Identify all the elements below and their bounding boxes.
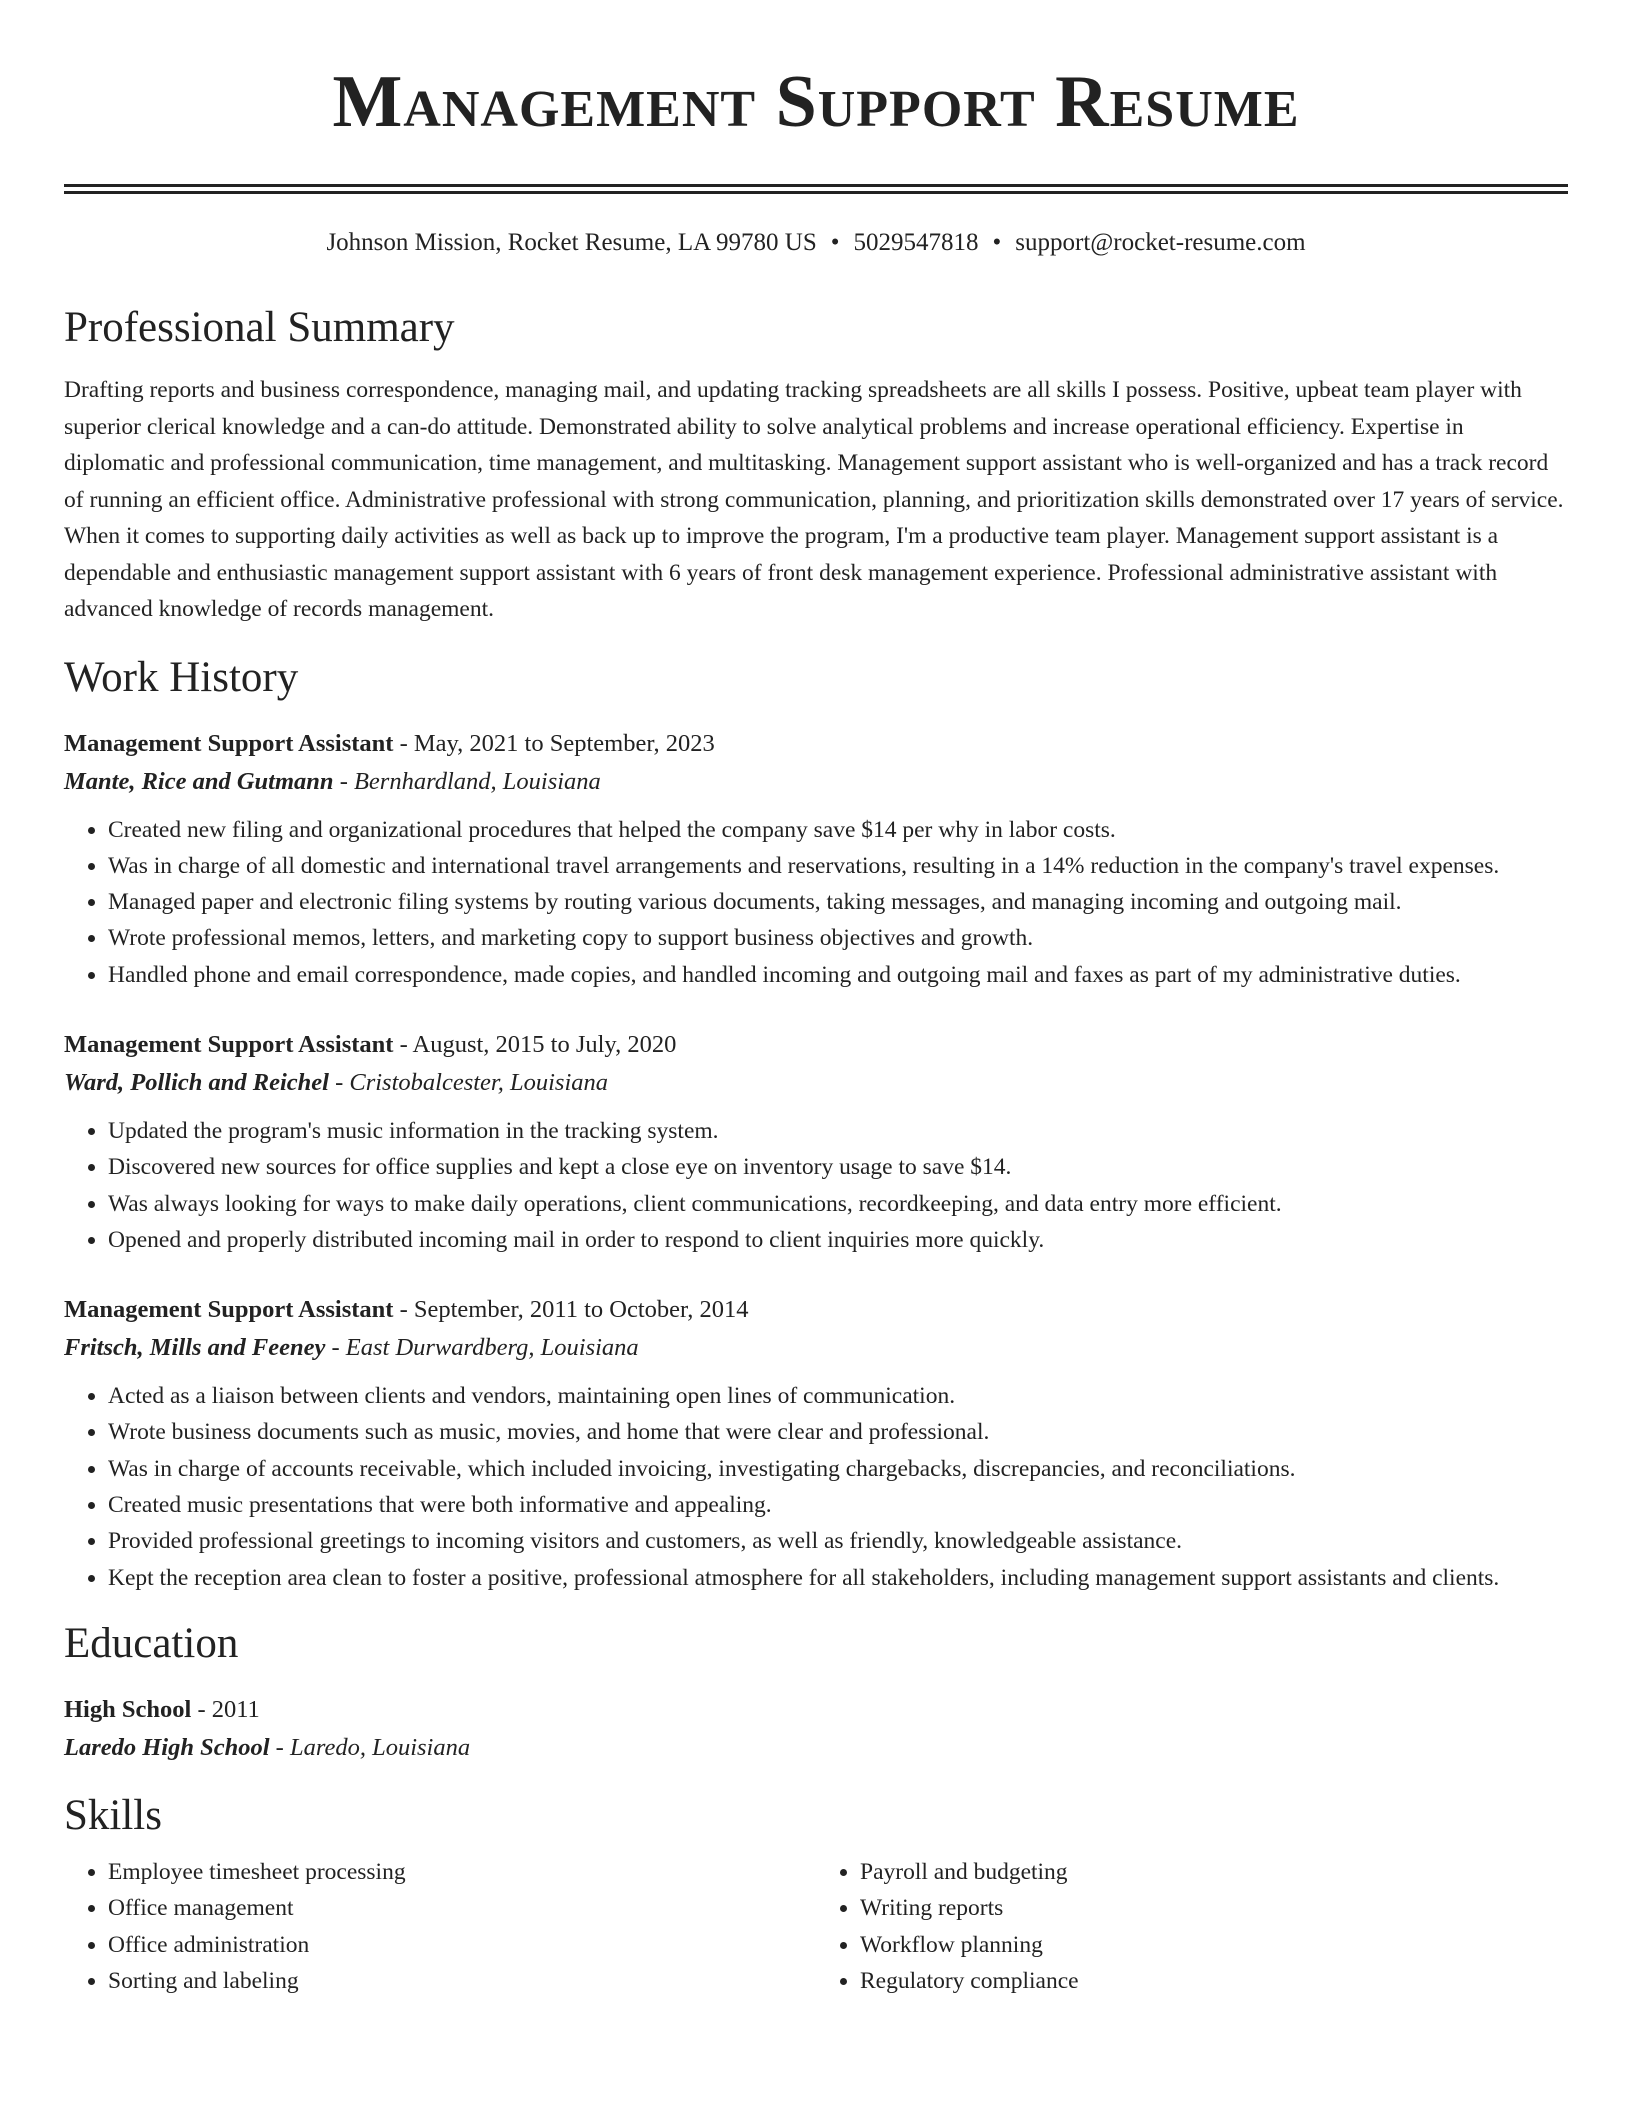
- list-item: • Opened and properly distributed incoming mail in order to respond to client inquiries more quickly.: [108, 1222, 1568, 1258]
- job-entry: [64, 728, 1568, 993]
- job-bullets: [64, 812, 1568, 993]
- list-item: • Created music presentations that were both informative and appealing.: [108, 1487, 1568, 1523]
- list-item: • Sorting and labeling: [108, 1963, 816, 1999]
- page-title: Management Support Resume: [332, 61, 1300, 143]
- list-item: • Kept the reception area clean to foster a positive, professional atmosphere for all stakeholders, including management support assistants and clients.: [108, 1560, 1568, 1596]
- job-company-line: [64, 1067, 1568, 1099]
- list-item: • Was always looking for ways to make daily operations, client communications, recordkeeping, and data entry more efficient.: [108, 1186, 1568, 1222]
- bullet-separator: •: [992, 229, 1002, 256]
- job-entry: [64, 1294, 1568, 1596]
- list-item: • Employee timesheet processing: [108, 1854, 816, 1890]
- education-location: - Laredo, Louisiana: [269, 1733, 471, 1761]
- job-company: Ward, Pollich and Reichel: [64, 1068, 329, 1096]
- list-item: • Managed paper and electronic filing systems by routing various documents, taking messages, and managing incoming and outgoing mail.: [108, 884, 1568, 920]
- education-entry: [64, 1694, 1568, 1764]
- job-dates: - September, 2011 to October, 2014: [393, 1296, 749, 1324]
- list-item: • Acted as a liaison between clients and vendors, maintaining open lines of communication.: [108, 1378, 1568, 1414]
- list-item: • Writing reports: [860, 1890, 1568, 1926]
- summary-heading: Professional Summary: [64, 304, 455, 351]
- job-location: - Bernhardland, Louisiana: [333, 767, 601, 795]
- list-item: • Discovered new sources for office supplies and kept a close eye on inventory usage to save $14.: [108, 1149, 1568, 1185]
- job-title: Management Support Assistant: [64, 1030, 394, 1058]
- job-dates: - May, 2021 to September, 2023: [393, 729, 715, 757]
- list-item: • Created new filing and organizational procedures that helped the company save $14 per why in labor costs.: [108, 812, 1568, 848]
- list-item: • Office management: [108, 1890, 816, 1926]
- list-item: • Payroll and budgeting: [860, 1854, 1568, 1890]
- list-item: • Provided professional greetings to incoming visitors and customers, as well as friendly, knowledgeable assistance.: [108, 1523, 1568, 1559]
- job-company-line: [64, 766, 1568, 798]
- skills-heading: Skills: [64, 1791, 162, 1839]
- list-item: • Office administration: [108, 1927, 816, 1963]
- list-item: • Regulatory compliance: [860, 1963, 1568, 1999]
- skills-column-left: [64, 1854, 816, 1999]
- job-title-line: [64, 1029, 1568, 1061]
- job-entry: [64, 1029, 1568, 1258]
- education-heading: Education: [64, 1619, 239, 1667]
- education-school: Laredo High School: [64, 1733, 270, 1761]
- education-degree-line: [64, 1694, 1568, 1726]
- job-title-line: [64, 728, 1568, 760]
- job-company-line: [64, 1332, 1568, 1364]
- job-title: Management Support Assistant: [64, 729, 394, 757]
- skills-column-right: [816, 1854, 1568, 1999]
- job-location: - East Durwardberg, Louisiana: [325, 1334, 639, 1362]
- job-title-line: [64, 1294, 1568, 1326]
- contact-email: support@rocket-resume.com: [1015, 229, 1306, 256]
- contact-line: [64, 228, 1568, 258]
- job-bullets: [64, 1113, 1568, 1258]
- skills-list: [64, 1854, 1568, 1999]
- title-divider: [64, 184, 1568, 194]
- job-dates: - August, 2015 to July, 2020: [393, 1030, 677, 1058]
- list-item: • Wrote professional memos, letters, and marketing copy to support business objectives and growth.: [108, 920, 1568, 956]
- list-item: • Updated the program's music information in the tracking system.: [108, 1113, 1568, 1149]
- contact-phone: 5029547818: [853, 229, 979, 256]
- job-title: Management Support Assistant: [64, 1296, 394, 1324]
- list-item: • Was in charge of all domestic and international travel arrangements and reservations, resulting in a 14% reduction in the company's travel expenses.: [108, 848, 1568, 884]
- job-location: - Cristobalcester, Louisiana: [328, 1068, 609, 1096]
- contact-address: Johnson Mission, Rocket Resume, LA 99780 US: [326, 229, 817, 256]
- work-history-heading: Work History: [64, 653, 299, 701]
- list-item: • Wrote business documents such as music, movies, and home that were clear and professional.: [108, 1414, 1568, 1450]
- bullet-separator: •: [830, 229, 840, 256]
- summary-text: Drafting reports and business correspondence, managing mail, and updating tracking spreadsheets are all skills I possess. Positive, upbeat team player with superior clerical knowledge and a can-do attitude. Demonstrated ability to solve analytical problems and increase operational efficiency. Expertise in diplomatic and professional communication, time management, and multitasking. Management support assistant who is well-organized and has a track record of running an efficient office. Administrative professional with strong communication, planning, and prioritization skills demonstrated over 17 years of service. When it comes to supporting daily activities as well as back up to improve the program, I'm a productive team player. Management support assistant is a dependable and enthusiastic management support assistant with 6 years of front desk management experience. Professional administrative assistant with advanced knowledge of records management.: [64, 377, 1564, 622]
- job-bullets: [64, 1378, 1568, 1596]
- list-item: • Workflow planning: [860, 1927, 1568, 1963]
- list-item: • Handled phone and email correspondence, made copies, and handled incoming and outgoing mail and faxes as part of my administrative duties.: [108, 957, 1568, 993]
- education-year: - 2011: [191, 1695, 260, 1723]
- job-company: Fritsch, Mills and Feeney: [64, 1334, 326, 1362]
- list-item: • Was in charge of accounts receivable, which included invoicing, investigating chargebacks, discrepancies, and reconciliations.: [108, 1451, 1568, 1487]
- job-company: Mante, Rice and Gutmann: [64, 767, 334, 795]
- education-school-line: [64, 1732, 1568, 1764]
- education-degree: High School: [64, 1695, 192, 1723]
